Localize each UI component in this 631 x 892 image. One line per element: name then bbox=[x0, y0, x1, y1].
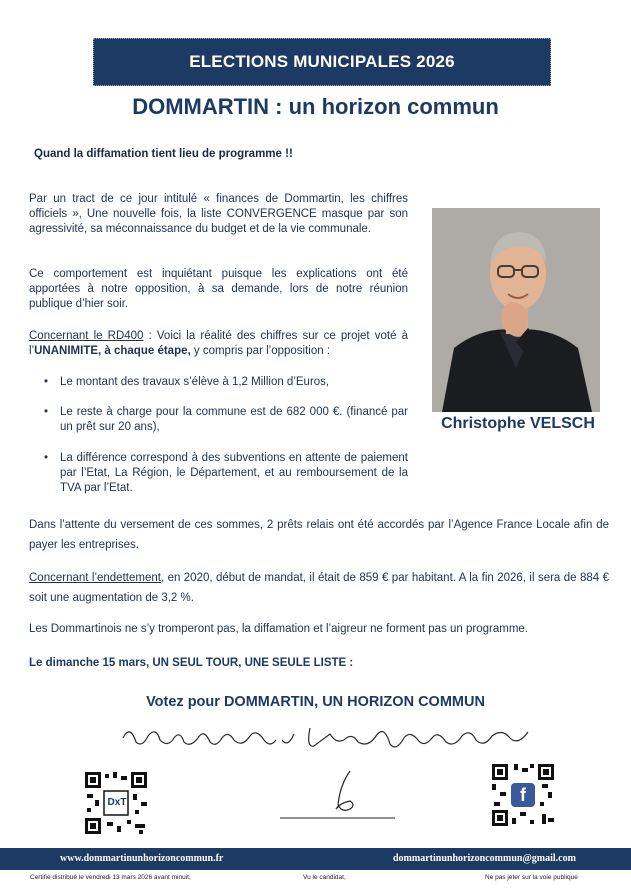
election-date-line: Le dimanche 15 mars, UN SEUL TOUR, UNE SEULE LISTE : bbox=[29, 657, 354, 669]
handwritten-slogan bbox=[118, 718, 538, 760]
candidate-signature bbox=[280, 765, 400, 825]
page-title: DOMMARTIN : un horizon commun bbox=[132, 94, 499, 119]
footer-website-link[interactable]: www.dommartinunhorizoncommun.fr bbox=[60, 853, 224, 864]
intro-paragraph-2: Ce comportement est inquiétant puisque les explications ont été apportées à notre opposition, à sa demande, lors de notre réunion publique d’hier soir. bbox=[29, 268, 408, 310]
rd400-text-b: y compris par l’opposition : bbox=[190, 345, 331, 357]
figures-list bbox=[40, 375, 408, 390]
rd400-label: Concernant le RD400 bbox=[29, 330, 144, 342]
figures-list-2 bbox=[40, 405, 408, 435]
footer-email-link[interactable]: dommartinunhorizoncommun@gmail.com bbox=[393, 853, 576, 864]
subtitle: Quand la diffamation tient lieu de programme !! bbox=[34, 148, 293, 160]
candidate-name: Christophe VELSCH bbox=[441, 415, 595, 432]
fine-print-disposal: Ne pas jeter sur la voie publique bbox=[485, 874, 578, 881]
portrait-image bbox=[432, 208, 600, 412]
list-item: • Le montant des travaux s’élève à 1,2 Million d’Euros, bbox=[40, 375, 408, 390]
footer-bar bbox=[0, 848, 631, 870]
rd400-text-bold: UNANIMITE, à chaque étape, bbox=[34, 345, 191, 357]
endettement-text: , en 2020, début de mandat, il était de 859 € par habitant. A la fin 2026, il sera de 884 € soit une augmentation de 3,2 %. bbox=[29, 572, 609, 604]
endettement-label: Concernant l’endettement bbox=[29, 572, 161, 584]
rd400-text-a: : Voici la réalité des chiffres sur ce projet voté à l’ bbox=[29, 330, 408, 357]
facebook-icon: f bbox=[520, 785, 526, 805]
banner-title: ELECTIONS MUNICIPALES 2026 bbox=[189, 52, 455, 71]
conclusion-paragraph: Les Dommartinois ne s’y tromperont pas, la diffamation et l’aigreur ne forment pas un programme. bbox=[29, 623, 528, 635]
election-banner bbox=[93, 38, 551, 86]
figures-list-3 bbox=[40, 451, 408, 496]
qr-left-logo: DxT bbox=[107, 797, 127, 808]
signature-image bbox=[280, 765, 400, 825]
handwritten-slogan-image bbox=[118, 718, 538, 760]
candidate-photo bbox=[432, 208, 600, 412]
rd400-paragraph bbox=[29, 329, 408, 359]
endettement-paragraph bbox=[29, 568, 609, 608]
intro-paragraph-1: Par un tract de ce jour intitulé « finances de Dommartin, les chiffres officiels », Une nouvelle fois, la liste CONVERGENCE masque par son agressivité, sa méconnaissance du budget et de la vie communale. bbox=[29, 193, 408, 235]
list-item: • La différence correspond à des subventions en attente de paiement par l’Etat, La Région, le Département, et au remboursement de la TVA par l’Etat. bbox=[40, 451, 408, 496]
relais-paragraph: Dans l’attente du versement de ces sommes, 2 prêts relais ont été accordés par l’Agence France Locale afin de payer les entreprises. bbox=[29, 519, 609, 551]
qr-code-facebook[interactable] bbox=[490, 762, 556, 828]
vote-call: Votez pour DOMMARTIN, UN HORIZON COMMUN bbox=[146, 694, 485, 710]
fine-print-distribution: Certifié distribué le vendredi 13 mars 2026 avant minuit, bbox=[30, 874, 191, 881]
qr-code-website[interactable] bbox=[83, 770, 149, 836]
list-item: • Le reste à charge pour la commune est de 682 000 €. (financé par un prêt sur 20 ans), bbox=[40, 405, 408, 435]
fine-print-candidate: Vu le candidat, bbox=[303, 874, 346, 881]
